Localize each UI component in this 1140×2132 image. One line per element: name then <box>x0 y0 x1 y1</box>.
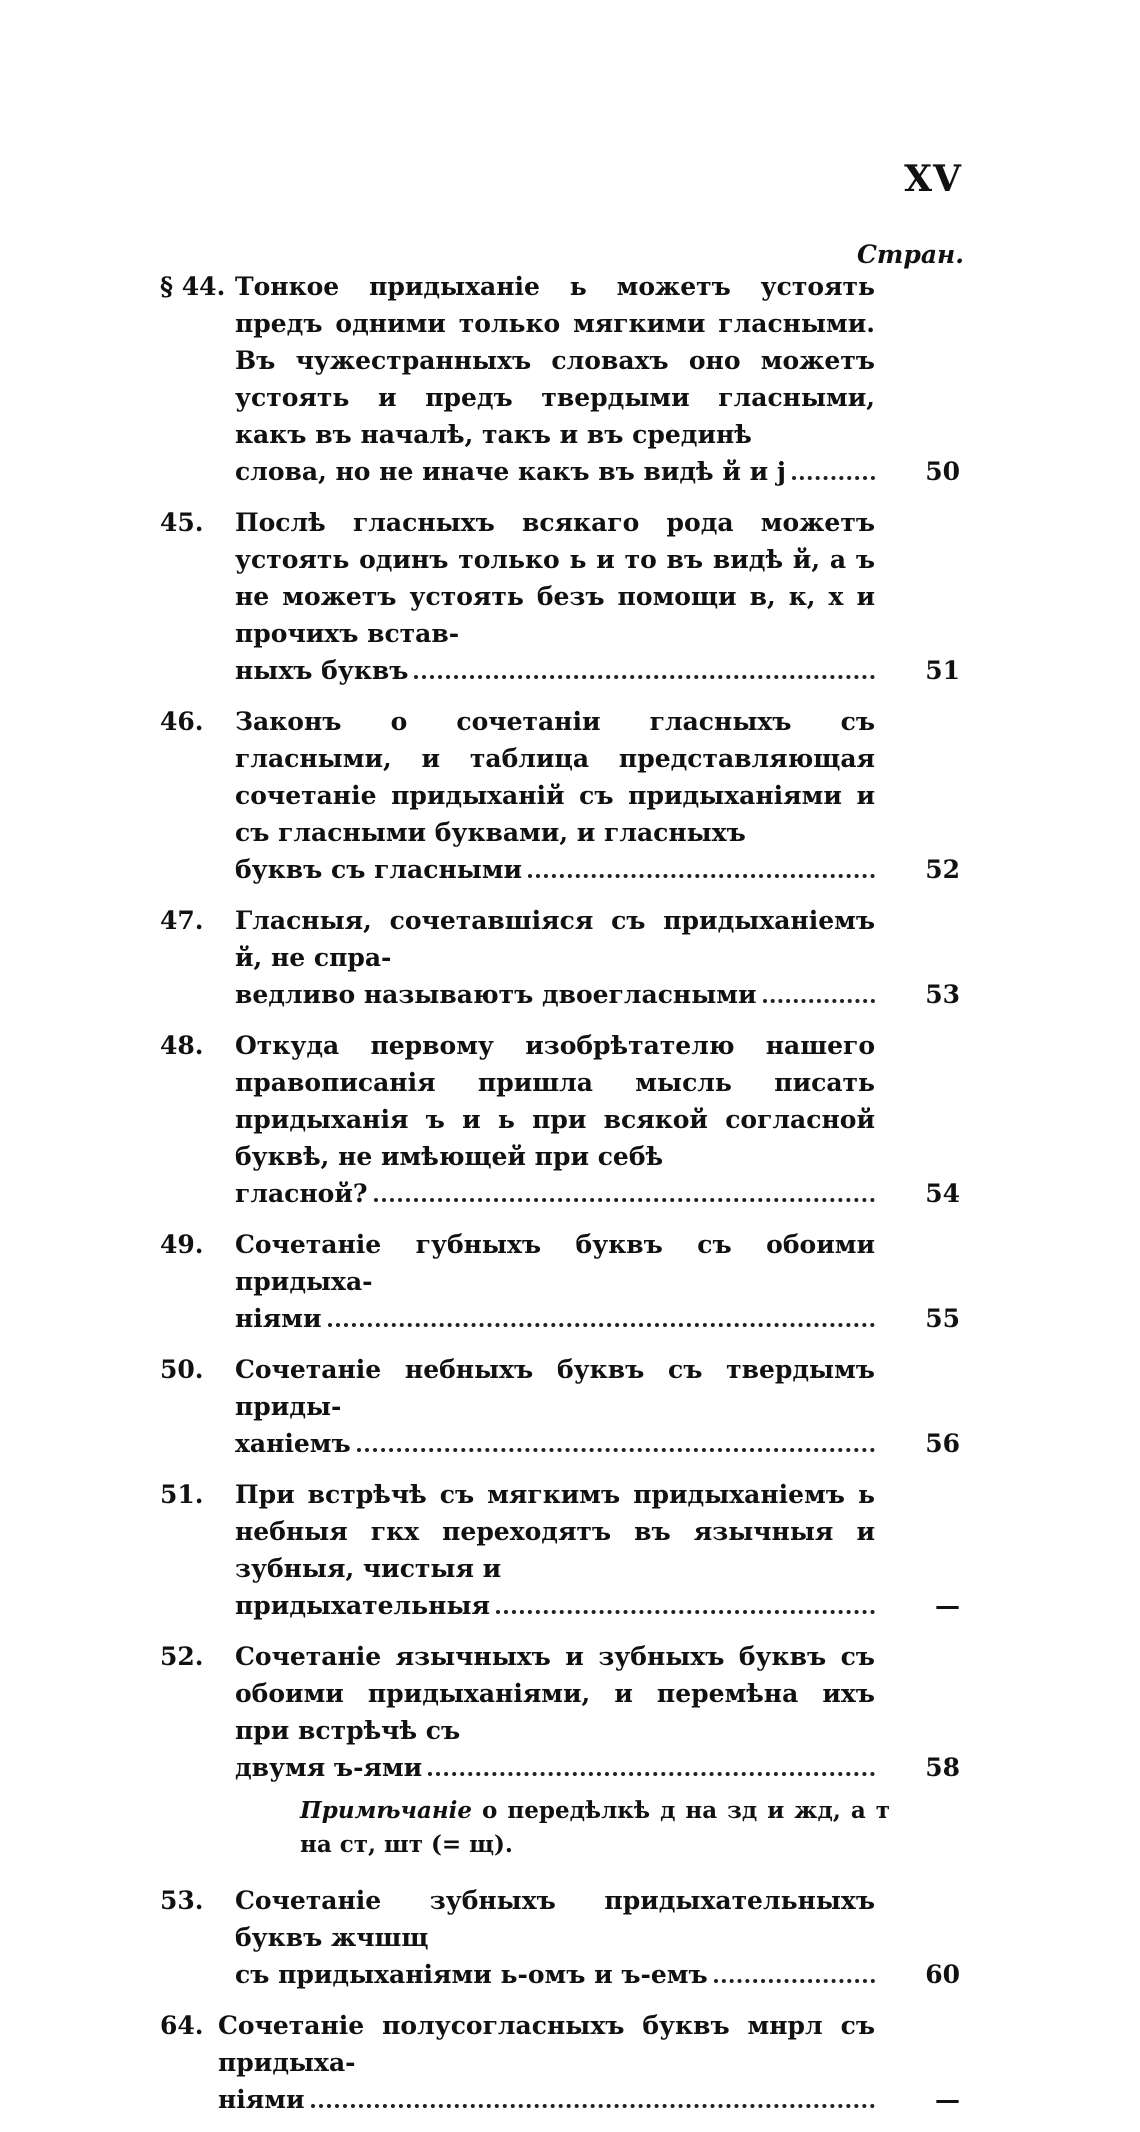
entry-page: 58 <box>925 1753 960 1782</box>
entry-lead: Законъ о сочетаніи гласныхъ съ гласными, и таблица представляющая сочетаніе придыханій съ придыханіями и съ гласными буквами, и гласныхъ <box>235 707 875 847</box>
dot-leader <box>714 1979 875 1983</box>
entry-text <box>235 1882 875 1993</box>
entry-number: 48. <box>160 1031 204 1060</box>
entry-page: 50 <box>925 457 960 486</box>
entry-number: 52. <box>160 1642 204 1671</box>
entry-text <box>235 1027 875 1212</box>
dot-leader <box>428 1772 875 1776</box>
entry-page: 51 <box>925 656 960 685</box>
dot-leader <box>792 476 875 480</box>
entry-tail: ведливо называютъ двоегласными <box>235 980 757 1009</box>
note-text: о передѣлкѣ д на зд и жд, а т на ст, шт (= щ). <box>300 1797 890 1858</box>
entry-tail: двумя ъ-ями <box>235 1753 423 1782</box>
entry-lead: Сочетаніе зубныхъ придыхательныхъ буквъ жчшщ <box>235 1886 875 1952</box>
entry-tail: слова, но не иначе какъ въ видѣ й и j <box>235 457 786 486</box>
note-label: Примѣчаніе <box>300 1797 473 1824</box>
entry-page: — <box>935 2085 960 2114</box>
entry-tail: ніями <box>218 2085 305 2114</box>
dot-leader <box>374 1198 875 1202</box>
entry-number: 53. <box>160 1886 204 1915</box>
column-heading: Стран. <box>857 240 964 269</box>
toc-entry <box>160 2007 960 2118</box>
entry-tail: ханіемъ <box>235 1429 351 1458</box>
entry-page: 52 <box>925 855 960 884</box>
toc-entry <box>160 902 960 1013</box>
entry-text <box>235 1638 875 1786</box>
entry-tail: ныхъ буквъ <box>235 656 409 685</box>
entry-page: 56 <box>925 1429 960 1458</box>
entry-tail: съ придыханіями ь-омъ и ъ-емъ <box>235 1960 708 1989</box>
entry-lead: Гласныя, сочетавшіяся съ придыханіемъ й, не спра- <box>235 906 875 972</box>
toc-entry <box>160 268 960 490</box>
entry-lead: При встрѣчѣ съ мягкимъ придыханіемъ ь небныя гкх переходятъ въ язычныя и зубныя, чистыя и <box>235 1480 875 1583</box>
entry-page: 54 <box>925 1179 960 1208</box>
entry-page: 60 <box>925 1960 960 1989</box>
entry-text <box>235 1476 875 1624</box>
toc-entry <box>160 504 960 689</box>
entry-lead: Тонкое придыханіе ь можетъ устоять предъ одними только мягкими гласными. Въ чужестранныхъ словахъ оно можетъ устоять и предъ твердыми гласными, какъ въ началѣ, такъ и въ срединѣ <box>235 272 875 449</box>
entry-text <box>218 2007 875 2118</box>
entry-number: 46. <box>160 707 204 736</box>
entry-number: 51. <box>160 1480 204 1509</box>
dot-leader <box>414 675 875 679</box>
toc-entry <box>160 703 960 888</box>
toc-entry <box>160 1476 960 1624</box>
entry-text <box>235 1226 875 1337</box>
dot-leader <box>311 2104 875 2108</box>
table-of-contents <box>160 268 960 2132</box>
toc-entry <box>160 1638 960 1786</box>
toc-entry <box>160 1882 960 1993</box>
entry-page: 55 <box>925 1304 960 1333</box>
entry-text <box>235 902 875 1013</box>
entry-lead: Сочетаніе небныхъ буквъ съ твердымъ приды- <box>235 1355 875 1421</box>
dot-leader <box>357 1448 875 1452</box>
entry-lead: Сочетаніе полусогласныхъ буквъ мнрл съ придыха- <box>218 2011 875 2077</box>
entry-tail: гласной? <box>235 1179 368 1208</box>
entry-lead: Сочетаніе язычныхъ и зубныхъ буквъ съ обоими придыханіями, и перемѣна ихъ при встрѣчѣ съ <box>235 1642 875 1745</box>
entry-text <box>235 268 875 490</box>
page-number: XV <box>904 158 962 200</box>
entry-page: 53 <box>925 980 960 1009</box>
entry-number: 45. <box>160 508 204 537</box>
entry-page: — <box>935 1591 960 1620</box>
entry-text <box>235 703 875 888</box>
dot-leader <box>496 1610 875 1614</box>
toc-entry <box>160 1351 960 1462</box>
entry-text <box>235 1351 875 1462</box>
dot-leader <box>763 999 875 1003</box>
entry-tail: ніями <box>235 1304 322 1333</box>
entry-lead: Послѣ гласныхъ всякаго рода можетъ устоять одинъ только ь и то въ видѣ й, а ъ не можетъ устоять безъ помощи в, к, х и прочихъ встав- <box>235 508 875 648</box>
footnote-remark <box>300 1794 890 1862</box>
entry-tail: буквъ съ гласными <box>235 855 523 884</box>
dot-leader <box>528 874 875 878</box>
entry-number: 47. <box>160 906 204 935</box>
entry-text <box>235 504 875 689</box>
entry-tail: придыхательныя <box>235 1591 490 1620</box>
toc-entry <box>160 1027 960 1212</box>
entry-number: 64. <box>160 2011 204 2040</box>
entry-number: 50. <box>160 1355 204 1384</box>
entry-number: 49. <box>160 1230 204 1259</box>
toc-entry <box>160 1226 960 1337</box>
entry-lead: Сочетаніе губныхъ буквъ съ обоими придыха- <box>235 1230 875 1296</box>
entry-number: § 44. <box>160 272 226 301</box>
entry-lead: Откуда первому изобрѣтателю нашего правописанія пришла мысль писать придыханія ъ и ь при всякой согласной буквѣ, не имѣющей при себѣ <box>235 1031 875 1171</box>
dot-leader <box>328 1323 875 1327</box>
